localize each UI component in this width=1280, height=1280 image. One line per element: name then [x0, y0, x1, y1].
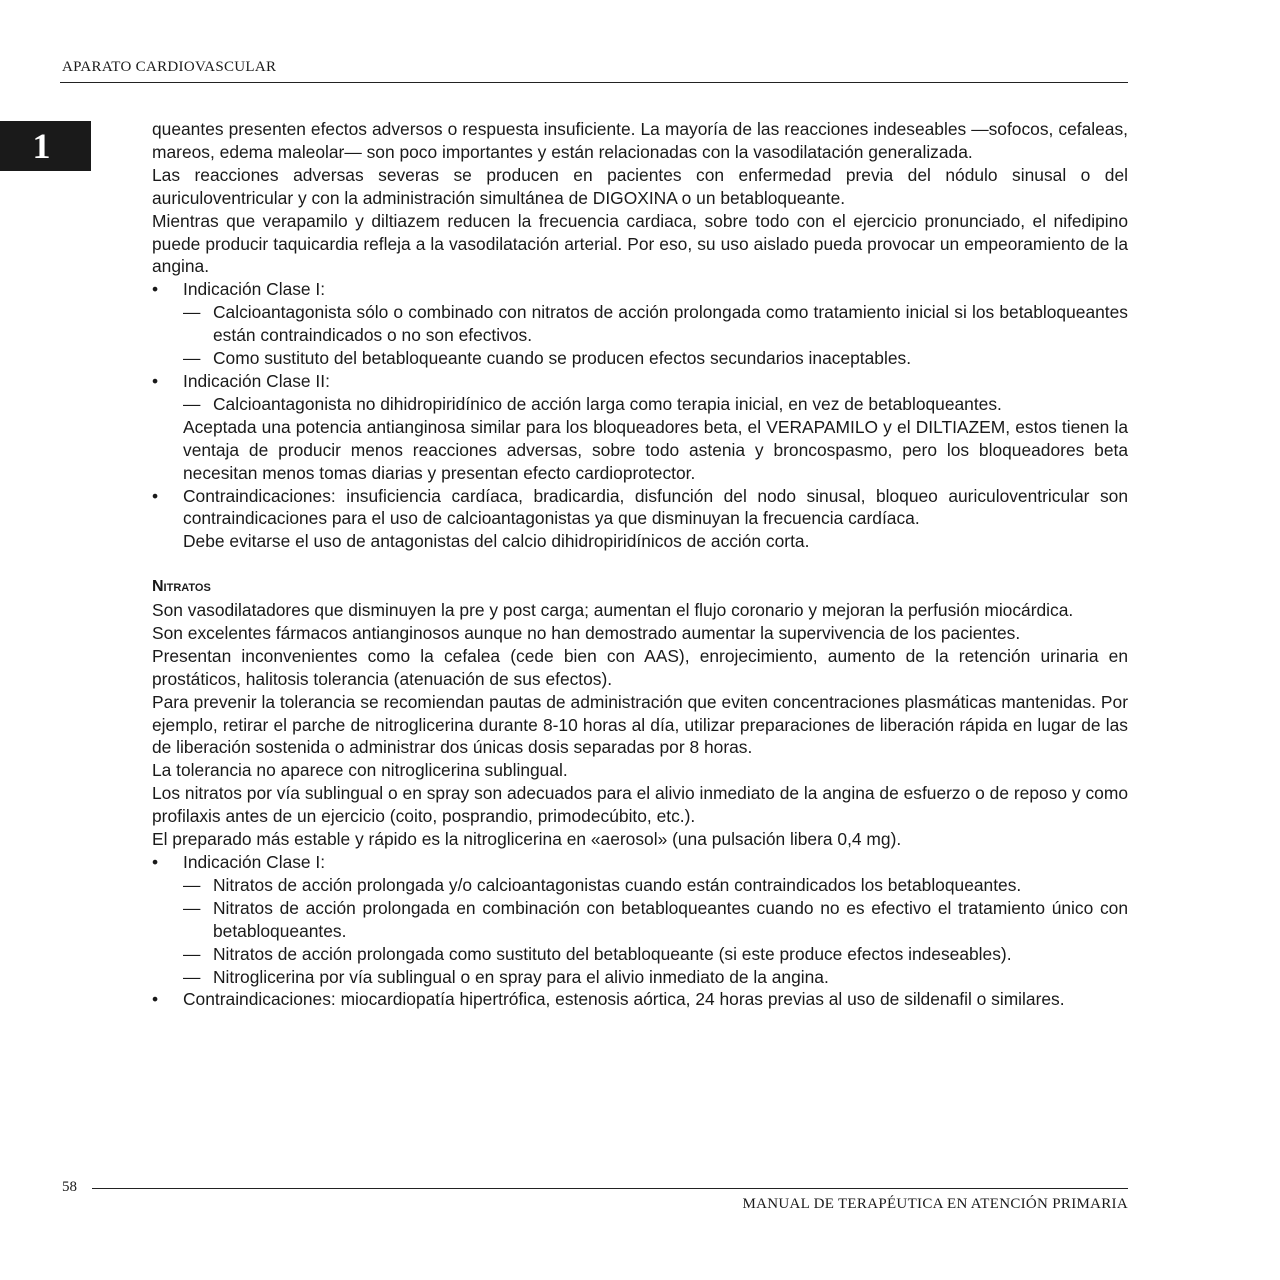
bullet-text: Indicación Clase II:: [183, 370, 330, 391]
dash-mark: —: [183, 874, 201, 895]
dash-item: [183, 943, 1128, 966]
paragraph: Presentan inconvenientes como la cefalea (cede bien con AAS), enrojecimiento, aumento de la retención urinaria en prostáticos, halitosis tolerancia (atenuación de sus efectos).: [152, 645, 1128, 689]
dash-item: [183, 897, 1128, 943]
bullet-item: [152, 988, 1128, 1011]
paragraph: Son excelentes fármacos antianginosos aunque no han demostrado aumentar la supervivencia de los pacientes.: [152, 622, 1021, 643]
section-title: Nitratos: [152, 578, 211, 596]
dash-text: Nitratos de acción prolongada y/o calcioantagonistas cuando están contraindicados los betabloqueantes.: [213, 874, 1022, 895]
dash-item: [183, 966, 1128, 989]
paragraph: Son vasodilatadores que disminuyen la pre y post carga; aumentan el flujo coronario y mejoran la perfusión miocárdica.: [152, 600, 1074, 621]
dash-item: [183, 301, 1128, 347]
chapter-tab: 1: [0, 121, 91, 171]
dash-mark: —: [183, 302, 201, 323]
page-body: [152, 118, 1128, 1011]
bullet-text: Contraindicaciones: miocardiopatía hipertrófica, estenosis aórtica, 24 horas previas al uso de sildenafil o similares.: [183, 989, 1065, 1010]
running-header: APARATO CARDIOVASCULAR: [62, 59, 277, 75]
bullet-mark: •: [152, 485, 159, 506]
dash-mark: —: [183, 348, 201, 369]
bullet-mark: •: [152, 989, 159, 1010]
paragraph: queantes presenten efectos adversos o respuesta insuficiente. La mayoría de las reacciones indeseables —sofocos, cefaleas, mareos, edema maleolar— son poco importantes y están relacionadas con la vasodilatación generalizada.: [152, 119, 1128, 162]
bullet-item: [152, 485, 1128, 554]
dash-text: Nitratos de acción prolongada como sustituto del betabloqueante (si este produce efectos indeseables).: [213, 943, 1012, 964]
dash-mark: —: [183, 393, 201, 414]
dash-mark: —: [183, 966, 201, 987]
paragraph: Mientras que verapamilo y diltiazem reducen la frecuencia cardiaca, sobre todo con el ejercicio pronunciado, el nifedipino puede producir taquicardia refleja a la vasodilatación arterial. Por eso, su uso aislado pueda provocar un empeoramiento de la angina.: [152, 210, 1128, 277]
dash-text: Como sustituto del betabloqueante cuando se producen efectos secundarios inaceptables.: [213, 348, 912, 369]
running-footer: MANUAL DE TERAPÉUTICA EN ATENCIÓN PRIMARIA: [742, 1196, 1128, 1212]
dash-text: Nitroglicerina por vía sublingual o en spray para el alivio inmediato de la angina.: [213, 966, 829, 987]
dash-item: [183, 874, 1128, 897]
dash-text: Calcioantagonista no dihidropiridínico de acción larga como terapia inicial, en vez de betabloqueantes.: [213, 393, 1002, 414]
paragraph: El preparado más estable y rápido es la nitroglicerina en «aerosol» (una pulsación libera 0,4 mg).: [152, 829, 902, 850]
bullet-text: Indicación Clase I:: [183, 279, 326, 300]
dash-text: Calcioantagonista sólo o combinado con nitratos de acción prolongada como tratamiento inicial si los betabloqueantes están contraindicados o no son efectivos.: [213, 302, 1128, 346]
header-rule: [60, 82, 1128, 83]
page-number: 58: [62, 1179, 77, 1195]
bullet-mark: •: [152, 851, 159, 872]
bullet-item: [152, 278, 1128, 370]
paragraph: Las reacciones adversas severas se producen en pacientes con enfermedad previa del nódulo sinusal o del auriculoventricular y con la administración simultánea de DIGOXINA o un betabloqueante.: [152, 164, 1128, 208]
footer-rule: [92, 1188, 1128, 1189]
paragraph: Para prevenir la tolerancia se recomiendan pautas de administración que eviten concentraciones plasmáticas mantenidas. Por ejemplo, retirar el parche de nitroglicerina durante 8-10 horas al día, utilizar preparaciones de liberación rápida en lugar de las de liberación sostenida o administrar dos únicas dosis separadas por 8 horas.: [152, 691, 1128, 758]
bullet-text: Indicación Clase I:: [183, 851, 326, 872]
bullet-paragraph: Debe evitarse el uso de antagonistas del calcio dihidropiridínicos de acción corta.: [183, 531, 810, 552]
paragraph: La tolerancia no aparece con nitroglicerina sublingual.: [152, 760, 568, 781]
paragraph: Los nitratos por vía sublingual o en spray son adecuados para el alivio inmediato de la angina de esfuerzo o de reposo y como profilaxis antes de un ejercicio (coito, posprandio, primodecúbito, etc.).: [152, 783, 1128, 827]
bullet-text: Contraindicaciones: insuficiencia cardíaca, bradicardia, disfunción del nodo sinusal, bloqueo auriculoventricular son contraindicaciones para el uso de calcioantagonistas ya que disminuyan la frecuencia cardíaca.: [183, 485, 1128, 529]
bullet-paragraph: Aceptada una potencia antianginosa similar para los bloqueadores beta, el VERAPAMILO y el DILTIAZEM, estos tienen la ventaja de producir menos reacciones adversas, sobre todo astenia y broncospasmo, pero los bloqueadores beta necesitan menos tomas diarias y presentan efecto cardioprotector.: [183, 416, 1128, 483]
bullet-item: [152, 851, 1128, 988]
bullet-mark: •: [152, 370, 159, 391]
bullet-item: [152, 370, 1128, 485]
dash-mark: —: [183, 897, 201, 918]
bullet-mark: •: [152, 279, 159, 300]
dash-text: Nitratos de acción prolongada en combinación con betabloqueantes cuando no es efectivo el tratamiento único con betabloqueantes.: [213, 897, 1128, 941]
dash-item: [183, 393, 1128, 416]
dash-mark: —: [183, 943, 201, 964]
dash-item: [183, 347, 1128, 370]
